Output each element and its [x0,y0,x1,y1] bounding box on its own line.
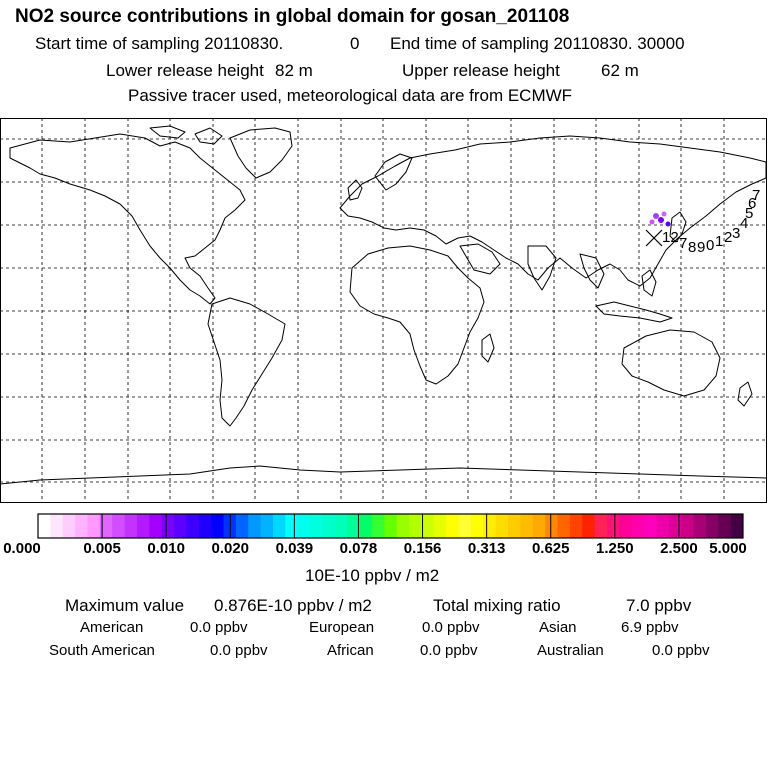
colorbar-cell [731,514,744,538]
colorbar-cell [162,514,175,538]
colorbar-cell [632,514,645,538]
colorbar-cell [285,514,298,538]
region-name: Asian [539,619,577,636]
colorbar-cell [644,514,657,538]
colorbar-tick-label: 0.625 [531,540,570,557]
colorbar-cell [236,514,249,538]
trajectory-label: 8 [688,239,697,256]
tracer-note: Passive tracer used, meteorological data are from ECMWF [128,86,573,105]
region-name: South American [49,642,155,659]
colorbar-cell [335,514,348,538]
colorbar [0,510,768,560]
colorbar-cell [508,514,521,538]
trajectory-label: 4 [740,215,749,232]
start-time-label: Start time of sampling 20110830. [35,34,284,53]
colorbar-cell [273,514,286,538]
colorbar-cell [409,514,422,538]
lower-height-value: 82 m [275,61,313,80]
trajectory-label: 6 [748,195,757,212]
upper-height-value: 62 m [601,61,639,80]
colorbar-cell [718,514,731,538]
region-value: 0.0 ppbv [422,619,480,636]
colorbar-tick-label: 0.039 [275,540,314,557]
colorbar-cell [149,514,162,538]
colorbar-cell [248,514,261,538]
colorbar-cell [669,514,682,538]
max-value: 0.876E-10 ppbv / m2 [214,596,372,615]
source-dot [658,217,664,223]
trajectory-label: 7 [752,187,761,204]
colorbar-cell [360,514,373,538]
trajectory-label: 9 [697,239,706,256]
colorbar-tick-label: 2.500 [660,540,698,557]
colorbar-cell [137,514,150,538]
colorbar-cell [607,514,620,538]
colorbar-cell [372,514,385,538]
region-value: 0.0 ppbv [420,642,478,659]
colorbar-tick-label: 5.000 [709,540,747,557]
colorbar-tick-label: 0.000 [3,540,41,557]
colorbar-cell [298,514,311,538]
colorbar-cell [557,514,570,538]
colorbar-tick-label: 0.313 [467,540,506,557]
trajectory-label: 2 [724,229,733,246]
plot-title: NO2 source contributions in global domain for gosan_201108 [15,6,570,27]
colorbar-cell [421,514,434,538]
upper-height-label: Upper release height [402,61,560,80]
colorbar-cell [63,514,76,538]
colorbar-unit: 10E-10 ppbv / m2 [305,566,440,585]
trajectory-label: 1 [715,233,724,250]
colorbar-cell [75,514,88,538]
colorbar-cell [87,514,100,538]
start-time-value: 0 [350,34,360,53]
colorbar-tick-label: 0.010 [147,540,185,557]
colorbar-cell [199,514,212,538]
colorbar-cell [322,514,335,538]
colorbar-cell [50,514,63,538]
trajectory-label: 5 [745,205,754,222]
colorbar-cell [570,514,583,538]
colorbar-cell [261,514,274,538]
colorbar-cell [533,514,546,538]
colorbar-cell [483,514,496,538]
source-dot [662,212,667,217]
colorbar-tick-label: 0.156 [403,540,442,557]
colorbar-cell [496,514,509,538]
colorbar-cell [384,514,397,538]
colorbar-cell [397,514,410,538]
colorbar-cell [211,514,224,538]
trajectory-label: 12 [662,229,679,246]
region-value: 0.0 ppbv [190,619,248,636]
trajectory-label: 0 [706,237,715,254]
trajectory-label: 3 [732,225,741,242]
total-ratio-label: Total mixing ratio [433,596,561,615]
colorbar-cell [619,514,632,538]
max-value-label: Maximum value [65,596,185,615]
colorbar-cells [38,514,744,538]
colorbar-cell [520,514,533,538]
colorbar-cell [459,514,472,538]
total-ratio-value: 7.0 ppbv [626,596,692,615]
colorbar-cell [471,514,484,538]
colorbar-cell [112,514,125,538]
colorbar-cell [310,514,323,538]
colorbar-tick-label: 0.078 [339,540,378,557]
colorbar-labels [3,540,747,557]
region-value: 6.9 ppbv [621,619,679,636]
region-name: Australian [537,642,604,659]
trajectory-label: 7 [679,235,688,252]
world-map [0,118,768,504]
colorbar-cell [681,514,694,538]
colorbar-cell [582,514,595,538]
colorbar-tick-label: 1.250 [596,540,634,557]
region-value: 0.0 ppbv [210,642,268,659]
colorbar-cell [38,514,51,538]
colorbar-cell [706,514,719,538]
colorbar-tick-label: 0.020 [211,540,250,557]
colorbar-cell [656,514,669,538]
colorbar-cell [174,514,187,538]
colorbar-cell [434,514,447,538]
source-dot [666,222,671,227]
source-dot [653,213,659,219]
end-time-label: End time of sampling 20110830. 30000 [390,34,685,53]
lower-height-label: Lower release height [106,61,264,80]
colorbar-tick-label: 0.005 [83,540,121,557]
colorbar-cell [186,514,199,538]
colorbar-cell [446,514,459,538]
source-dot [650,220,655,225]
region-name: American [80,619,144,636]
colorbar-cell [694,514,707,538]
region-name: European [309,619,375,636]
region-name: African [327,642,374,659]
colorbar-cell [595,514,608,538]
colorbar-cell [545,514,558,538]
colorbar-cell [125,514,138,538]
region-value: 0.0 ppbv [652,642,710,659]
